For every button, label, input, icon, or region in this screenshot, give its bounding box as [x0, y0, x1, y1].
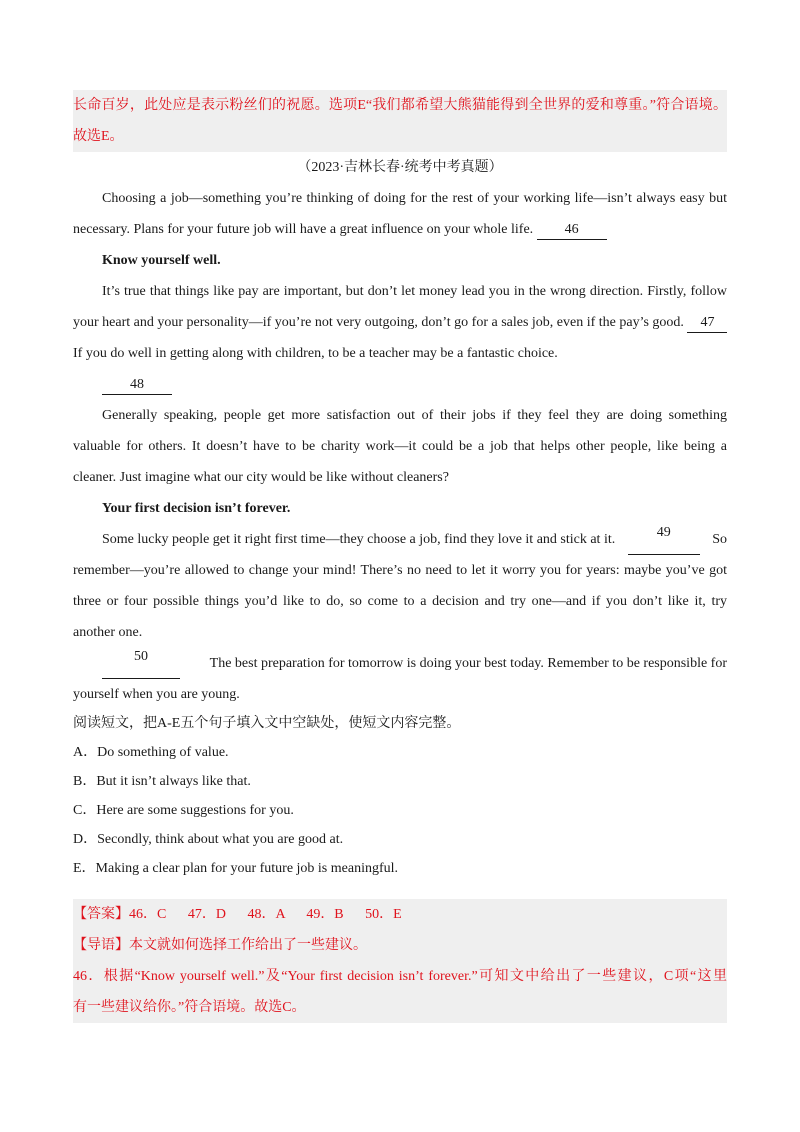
blank-48: 48 — [102, 376, 172, 395]
option-e: E．Making a clear plan for your future job is meaningful. — [73, 861, 399, 876]
paragraph-2-line-2 — [73, 307, 727, 338]
answer-50: 50．E — [365, 907, 402, 922]
explanation-46-line-2: 有一些建议给你。”符合语境。故选C。 — [73, 992, 727, 1023]
paragraph-4-line-4: another one. — [73, 625, 143, 640]
document-page — [73, 90, 727, 1023]
paragraph-2-line-1: It’s true that things like pay are important, but don’t let money lead you in the wrong direction. Firstly, follow — [102, 284, 727, 299]
paragraph-5-line-1 — [73, 648, 727, 679]
prev-explanation-line-2: 故选E。 — [73, 121, 727, 152]
option-a: A．Do something of value. — [73, 745, 229, 760]
guide-text: 本文就如何选择工作给出了一些建议。 — [129, 938, 367, 953]
blank-49: 49 — [628, 524, 700, 555]
paragraph-3-line-1: Generally speaking, people get more satisfaction out of their jobs if they feel they are doing something — [102, 408, 727, 423]
heading-know-yourself: Know yourself well. — [102, 253, 221, 268]
heading-first-decision: Your first decision isn’t forever. — [102, 501, 291, 516]
paragraph-4-line-3: three or four possible things you’d like to do, so come to a decision and try one—and if you don’t like it, try — [73, 594, 727, 609]
answer-block — [73, 899, 727, 1023]
paragraph-5-line-2: yourself when you are young. — [73, 687, 240, 702]
instruction: 阅读短文，把A-E五个句子填入文中空缺处，使短文内容完整。 — [73, 716, 461, 731]
paragraph-2-text: your heart and your personality—if you’re not very outgoing, don’t go for a sales job, even if the pay’s good. — [73, 315, 684, 330]
answer-label: 【答案】 — [73, 907, 129, 922]
paragraph-1-text: necessary. Plans for your future job will have a great influence on your whole life. — [73, 222, 534, 237]
blank-46: 46 — [537, 221, 607, 240]
prev-explanation-line-1: 长命百岁，此处应是表示粉丝们的祝愿。选项E“我们都希望大熊猫能得到全世界的爱和尊重。”符合语境。 — [73, 90, 727, 121]
explanation-46-line-1: 46．根据“Know yourself well.”及“Your first decision isn’t forever.”可知文中给出了一些建议，C项“这里 — [73, 961, 727, 992]
guide-line — [73, 930, 727, 961]
paragraph-1-line-1: Choosing a job—something you’re thinking of doing for the rest of your working life—isn’t always easy but — [102, 191, 727, 206]
option-c: C．Here are some suggestions for you. — [73, 803, 294, 818]
answer-46: 46．C — [129, 907, 167, 922]
paragraph-4-line-1 — [73, 524, 727, 555]
guide-label: 【导语】 — [73, 938, 129, 953]
paragraph-1-line-2 — [73, 214, 727, 245]
answer-line — [73, 899, 727, 930]
blank-47: 47 — [687, 314, 727, 333]
option-b: B．But it isn’t always like that. — [73, 774, 251, 789]
paragraph-4-text: Some lucky people get it right first time—they choose a job, find they love it and stick at it. — [102, 532, 616, 547]
paragraph-5-text: The best preparation for tomorrow is doing your best today. Remember to be responsible for — [209, 656, 727, 671]
answer-47: 47．D — [187, 907, 226, 922]
prev-explanation-block — [73, 90, 727, 152]
blank-48-line — [73, 369, 727, 400]
options-list — [73, 738, 727, 883]
paragraph-2-line-3: If you do well in getting along with children, to be a teacher may be a fantastic choice. — [73, 346, 558, 361]
option-d: D．Secondly, think about what you are good at. — [73, 832, 344, 847]
question-source: （2023·吉林长春·统考中考真题） — [297, 160, 503, 175]
answer-48: 48．A — [247, 907, 285, 922]
paragraph-3-line-3: cleaner. Just imagine what our city would be like without cleaners? — [73, 470, 449, 485]
blank-50: 50 — [102, 648, 180, 679]
paragraph-3-line-2: valuable for others. It doesn’t have to be charity work—it could be a job that helps other people, like being a — [73, 439, 727, 454]
answer-49: 49．B — [306, 907, 344, 922]
paragraph-4-so: So — [712, 532, 727, 547]
paragraph-4-line-2: remember—you’re allowed to change your mind! There’s no need to let it worry you for years: maybe you’ve got — [73, 563, 727, 578]
